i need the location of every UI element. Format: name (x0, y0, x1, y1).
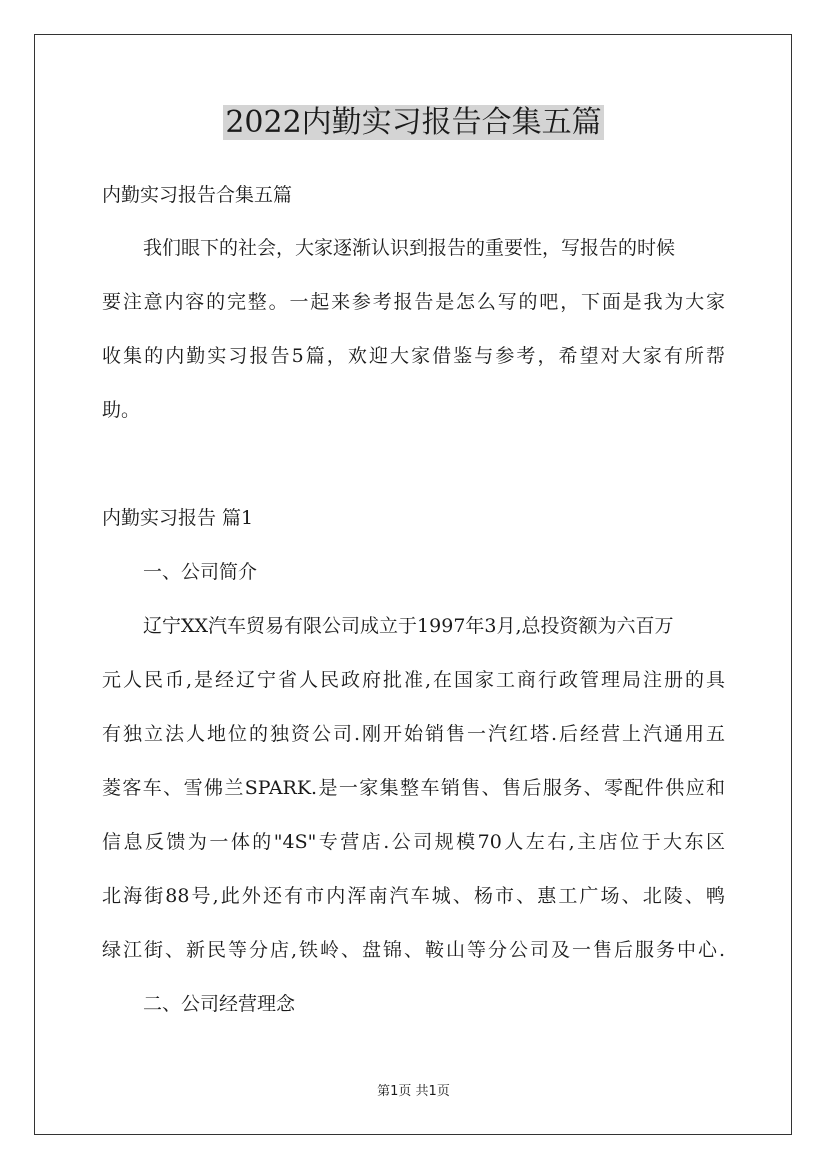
intro-line-3: 收集的内勤实习报告5篇，欢迎大家借鉴与参考，希望对大家有所帮 (102, 345, 725, 367)
part1-heading: 一、公司简介 (143, 561, 258, 583)
intro-line-4: 助。 (102, 399, 141, 421)
part1-line-1: 辽宁XX汽车贸易有限公司成立于1997年3月,总投资额为六百万 (143, 615, 674, 637)
part1-line-2: 元人民币,是经辽宁省人民政府批准,在国家工商行政管理局注册的具 (102, 669, 725, 691)
page-footer: 第1页 共1页 (377, 1084, 450, 1099)
part1-line-4: 菱客车、雪佛兰SPARK.是一家集整车销售、售后服务、零配件供应和 (102, 777, 725, 799)
part2-heading: 二、公司经营理念 (143, 993, 296, 1015)
part1-line-3: 有独立法人地位的独资公司.刚开始销售一汽红塔.后经营上汽通用五 (102, 723, 725, 745)
part1-line-6: 北海街88号,此外还有市内浑南汽车城、杨市、惠工广场、北陵、鸭 (102, 885, 725, 907)
part1-line-5: 信息反馈为一体的"4S"专营店.公司规模70人左右,主店位于大东区 (102, 831, 725, 853)
document-subtitle: 内勤实习报告合集五篇 (102, 184, 293, 206)
intro-line-2: 要注意内容的完整。一起来参考报告是怎么写的吧，下面是我为大家 (102, 291, 725, 313)
intro-line-1: 我们眼下的社会，大家逐渐认识到报告的重要性，写报告的时候 (143, 237, 676, 259)
document-title (0, 98, 827, 148)
part1-line-7: 绿江街、新民等分店,铁岭、盘锦、鞍山等分公司及一售后服务中心. (102, 939, 725, 961)
document-title-text: 2022内勤实习报告合集五篇 (225, 105, 602, 140)
section-heading: 内勤实习报告 篇1 (102, 507, 254, 529)
